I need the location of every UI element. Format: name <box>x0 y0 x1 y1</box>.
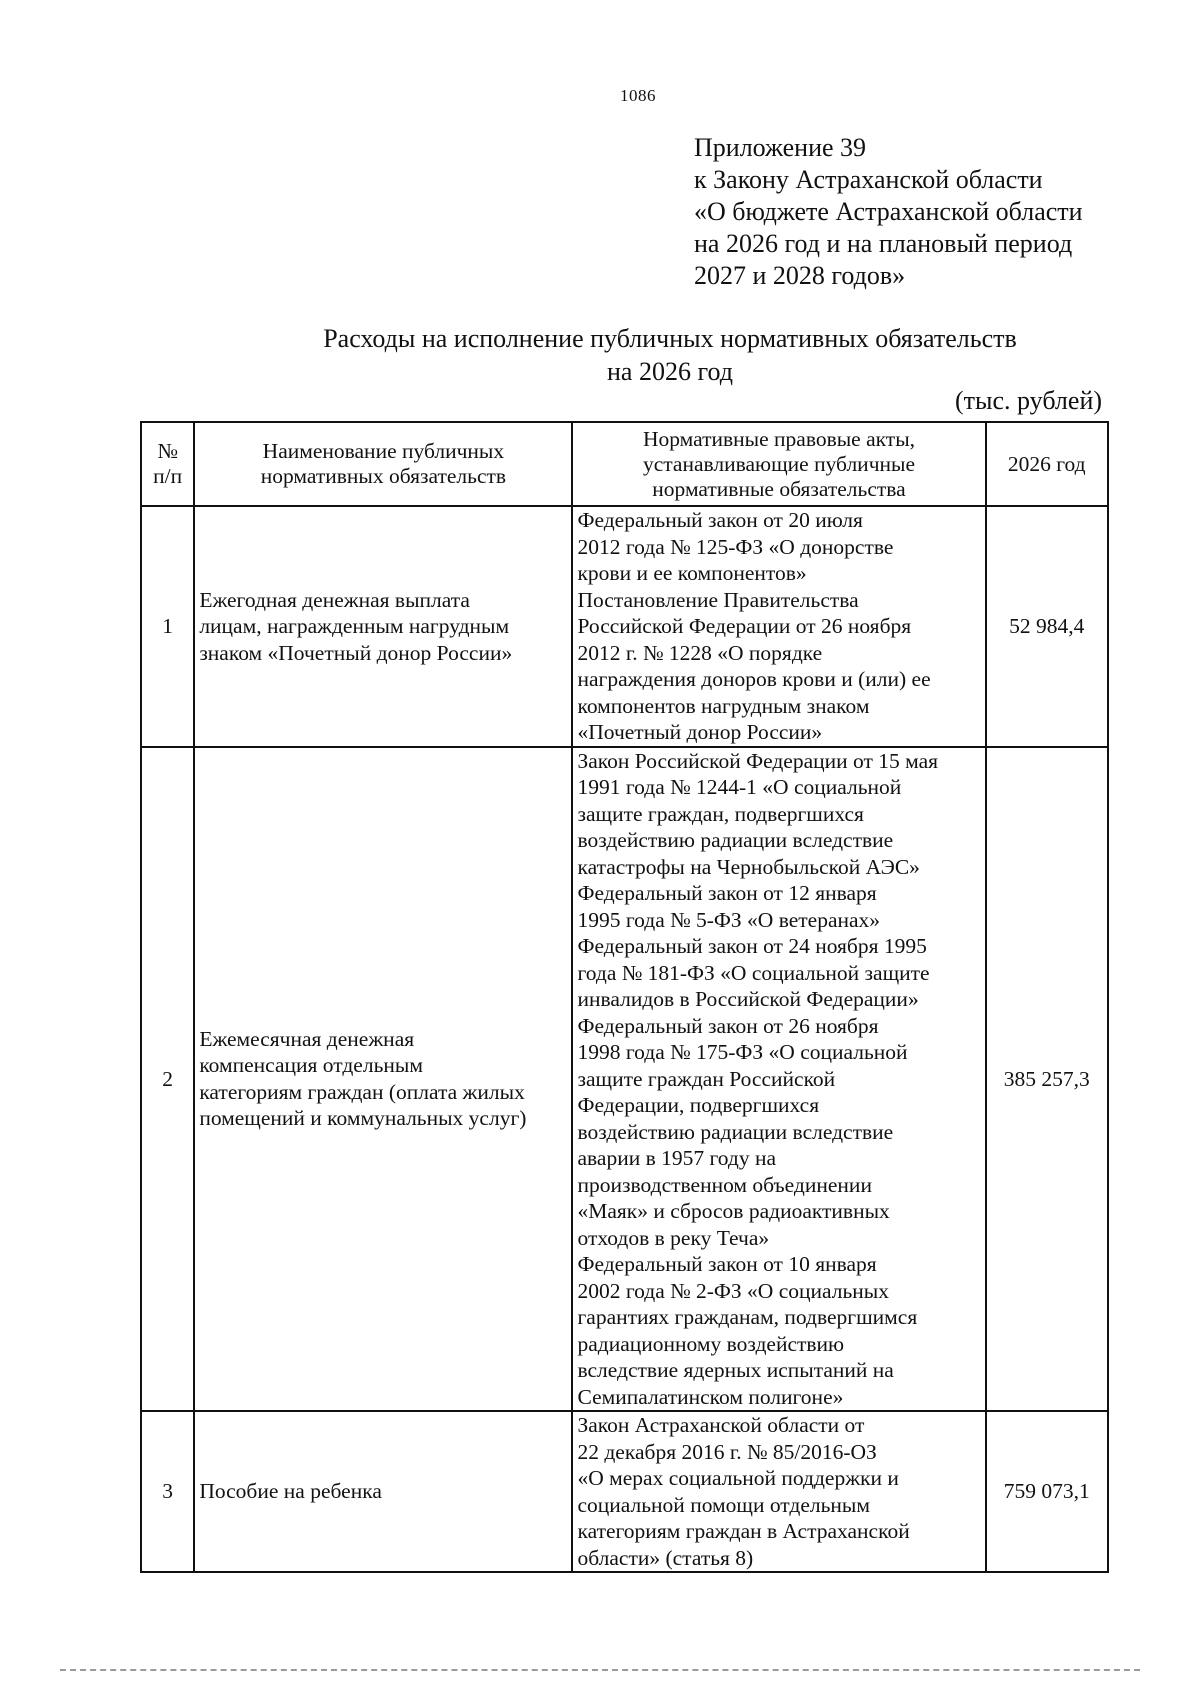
legal-act-line: компонентов нагрудным знаком <box>577 693 870 718</box>
legal-act-line: «Маяк» и сбросов радиоактивных <box>577 1199 890 1223</box>
legal-acts <box>572 506 985 747</box>
legal-act-line: Федеральный закон от 24 ноября 1995 <box>577 934 927 958</box>
obligations-table <box>140 421 1109 1573</box>
legal-acts <box>572 747 985 1412</box>
obligation-name-line: категориям граждан (оплата жилых <box>199 1079 525 1104</box>
appendix-line: Приложение 39 <box>694 133 867 162</box>
obligation-name-line: помещений и коммунальных услуг) <box>199 1106 527 1131</box>
legal-act-line: гарантиях гражданам, подвергшимся <box>577 1305 918 1329</box>
legal-act-line: 1991 года № 1244-1 «О социальной <box>577 775 902 799</box>
header-acts-line: Нормативные правовые акты, <box>642 426 916 451</box>
obligation-name-line: Пособие на ребенка <box>199 1479 382 1504</box>
header-name <box>194 422 572 506</box>
page-number: 1086 <box>620 86 656 105</box>
legal-act-line: отходов в реку Теча» <box>577 1225 770 1250</box>
obligation-name-line: знаком «Почетный донор России» <box>199 640 513 665</box>
legal-act-line: 2012 года № 125-ФЗ «О донорстве <box>577 534 894 559</box>
legal-act-line: Федеральный закон от 26 ноября <box>577 1013 879 1038</box>
legal-act-line: воздействию радиации вследствие <box>577 1119 894 1144</box>
amount-2026: 385 257,3 <box>986 747 1109 1412</box>
legal-act-line: радиационному воздействию <box>577 1331 845 1356</box>
header-name-line: нормативных обязательств <box>260 464 507 488</box>
appendix-heading <box>694 132 1083 292</box>
scan-edge-line <box>60 1669 1140 1671</box>
legal-act-line: категориям граждан в Астраханской <box>577 1519 910 1543</box>
legal-act-line: Российской Федерации от 26 ноября <box>577 614 912 638</box>
title-line-1: Расходы на исполнение публичных нормативных обязательств <box>323 324 1017 353</box>
legal-act-line: социальной помощи отдельным <box>577 1492 870 1517</box>
legal-act-line: Закон Астраханской области от <box>577 1413 865 1437</box>
legal-act-line: Постановление Правительства <box>577 587 859 612</box>
appendix-line: «О бюджете Астраханской области <box>694 197 1083 226</box>
legal-act-line: крови и ее компонентов» <box>577 561 807 585</box>
appendix-line: к Закону Астраханской области <box>694 165 1043 194</box>
header-value: 2026 год <box>986 422 1109 506</box>
legal-act-line: 1995 года № 5-ФЗ «О ветеранах» <box>577 907 881 932</box>
row-number: 1 <box>141 506 194 747</box>
header-acts-line: нормативные обязательства <box>652 476 906 501</box>
legal-act-line: Федеральный закон от 20 июля <box>577 508 863 532</box>
table-header-row <box>141 422 1108 506</box>
amount-2026: 52 984,4 <box>986 506 1109 747</box>
header-name-line: Наименование публичных <box>262 439 505 463</box>
appendix-line: 2027 и 2028 годов» <box>694 261 906 290</box>
legal-act-line: защите граждан, подвергшихся <box>577 801 864 826</box>
table-row <box>141 747 1108 1412</box>
legal-act-line: катастрофы на Чернобыльской АЭС» <box>577 854 920 879</box>
legal-act-line: «О мерах социальной поддержки и <box>577 1466 899 1490</box>
obligation-name <box>194 747 572 1412</box>
obligation-name-line: компенсация отдельным <box>199 1053 423 1078</box>
legal-act-line: года № 181-ФЗ «О социальной защите <box>577 960 930 985</box>
legal-act-line: награждения доноров крови и (или) ее <box>577 667 931 691</box>
legal-act-line: Закон Российской Федерации от 15 мая <box>577 748 939 773</box>
obligation-name <box>194 506 572 747</box>
row-number: 2 <box>141 747 194 1412</box>
header-acts-line: устанавливающие публичные <box>642 451 915 476</box>
legal-act-line: Федеральный закон от 10 января <box>577 1252 877 1276</box>
amount-2026: 759 073,1 <box>986 1411 1109 1572</box>
legal-act-line: 1998 года № 175-ФЗ «О социальной <box>577 1040 908 1064</box>
legal-act-line: Федерации, подвергшихся <box>577 1093 820 1117</box>
header-acts <box>572 422 985 506</box>
legal-act-line: производственном объединении <box>577 1172 872 1197</box>
obligation-name-line: Ежегодная денежная выплата <box>199 587 470 612</box>
obligation-name <box>194 1411 572 1572</box>
appendix-line: на 2026 год и на плановый период <box>694 229 1073 258</box>
legal-act-line: «Почетный донор России» <box>577 720 823 744</box>
legal-act-line: Семипалатинском полигоне» <box>577 1384 844 1409</box>
legal-acts <box>572 1411 985 1572</box>
document-title <box>170 322 1170 388</box>
table-row <box>141 506 1108 747</box>
units-label: (тыс. рублей) <box>955 386 1103 415</box>
obligation-name-line: лицам, награжденным нагрудным <box>199 614 510 638</box>
header-num <box>141 422 194 506</box>
header-num-line: п/п <box>153 464 183 488</box>
legal-act-line: 22 декабря 2016 г. № 85/2016-ОЗ <box>577 1439 877 1464</box>
legal-act-line: Федеральный закон от 12 января <box>577 881 877 905</box>
legal-act-line: области» (статья 8) <box>577 1545 754 1570</box>
legal-act-line: аварии в 1957 году на <box>577 1146 777 1170</box>
legal-act-line: 2002 года № 2-ФЗ «О социальных <box>577 1278 889 1303</box>
obligation-name-line: Ежемесячная денежная <box>199 1026 415 1051</box>
row-number: 3 <box>141 1411 194 1572</box>
table-row <box>141 1411 1108 1572</box>
legal-act-line: воздействию радиации вследствие <box>577 828 894 852</box>
legal-act-line: 2012 г. № 1228 «О порядке <box>577 640 823 665</box>
header-num-line: № <box>157 439 178 463</box>
legal-act-line: вследствие ядерных испытаний на <box>577 1358 894 1382</box>
legal-act-line: инвалидов в Российской Федерации» <box>577 987 919 1011</box>
legal-act-line: защите граждан Российской <box>577 1066 836 1091</box>
title-line-2: на 2026 год <box>607 357 733 386</box>
